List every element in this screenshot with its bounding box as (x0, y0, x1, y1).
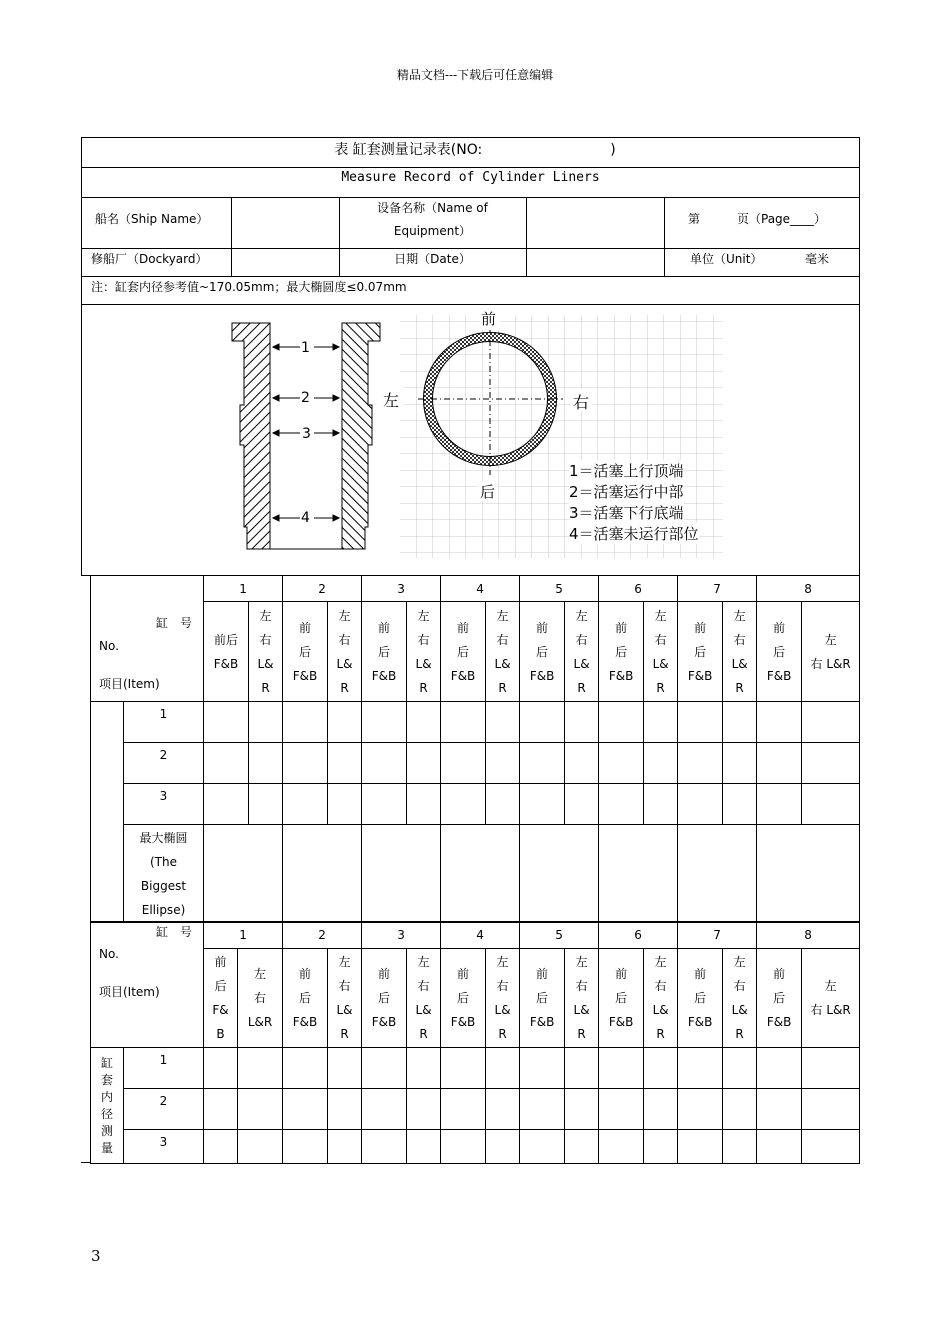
equipment-label-1: 设备名称（Name of (377, 201, 488, 215)
input-cell[interactable] (757, 1048, 802, 1089)
input-cell[interactable] (328, 743, 362, 784)
input-cell[interactable] (362, 702, 407, 743)
table1-row-label-1: 1 (124, 702, 204, 743)
input-cell[interactable] (328, 1048, 362, 1089)
input-cell[interactable] (678, 784, 723, 825)
input-cell[interactable] (520, 1048, 565, 1089)
table1-fb-6: 前 后 F&B (599, 602, 644, 702)
legend-item-1: 1＝活塞上行顶端 (569, 462, 684, 480)
input-cell[interactable] (644, 784, 678, 825)
table1-fb-4: 前 后 F&B (441, 602, 486, 702)
input-cell[interactable] (441, 784, 486, 825)
table2-fb-5: 前 后 F&B (520, 949, 565, 1048)
input-cell[interactable] (283, 702, 328, 743)
form-subtitle: Measure Record of Cylinder Liners (341, 170, 600, 185)
input-cell[interactable] (204, 702, 249, 743)
input-cell[interactable] (283, 743, 328, 784)
ship-name-label: 船名（Ship Name） (95, 212, 209, 226)
input-cell[interactable] (644, 1048, 678, 1089)
input-cell[interactable] (520, 743, 565, 784)
input-cell[interactable] (283, 1048, 328, 1089)
table2-fb-6: 前 后 F&B (599, 949, 644, 1048)
ellipse-cell-1[interactable] (204, 825, 283, 923)
table2-fb-2: 前 后 F&B (283, 949, 328, 1048)
table1-cyl-6: 6 (599, 576, 678, 602)
table2-row-label-1: 1 (124, 1048, 204, 1089)
input-cell[interactable] (441, 1089, 486, 1130)
back-label: 后 (480, 483, 496, 501)
input-cell[interactable] (599, 1048, 644, 1089)
table1-row-label-2: 2 (124, 743, 204, 784)
table2-lr-5: 左 右 L& R (565, 949, 599, 1048)
input-cell[interactable] (520, 1130, 565, 1164)
input-cell[interactable] (441, 1130, 486, 1164)
table1-fb-2: 前 后 F&B (283, 602, 328, 702)
input-cell[interactable] (757, 1130, 802, 1164)
table2-fb-8: 前 后 F&B (757, 949, 802, 1048)
ellipse-cell-2[interactable] (283, 825, 362, 923)
input-cell[interactable] (802, 743, 860, 784)
table1-lr-5: 左 右 L& R (565, 602, 599, 702)
table2-lr-3: 左 右 L& R (407, 949, 441, 1048)
input-cell[interactable] (204, 1089, 238, 1130)
input-cell[interactable] (238, 1130, 283, 1164)
input-cell[interactable] (407, 1130, 441, 1164)
input-cell[interactable] (362, 743, 407, 784)
input-cell[interactable] (757, 784, 802, 825)
table2-fb-7: 前 后 F&B (678, 949, 723, 1048)
table2-cyl-4: 4 (441, 922, 520, 949)
dockyard-label: 修船厂（Dockyard） (91, 252, 208, 266)
input-cell[interactable] (520, 702, 565, 743)
table2-lr-4: 左 右 L& R (486, 949, 520, 1048)
input-cell[interactable] (565, 784, 599, 825)
date-label: 日期（Date） (394, 252, 471, 266)
table2-cyl-3: 3 (362, 922, 441, 949)
input-cell[interactable] (565, 702, 599, 743)
input-cell[interactable] (565, 1089, 599, 1130)
table2-cyl-8: 8 (757, 922, 860, 949)
input-cell[interactable] (723, 743, 757, 784)
input-cell[interactable] (678, 1089, 723, 1130)
input-cell[interactable] (328, 1089, 362, 1130)
input-cell[interactable] (486, 1130, 520, 1164)
input-cell[interactable] (283, 784, 328, 825)
input-cell[interactable] (362, 1048, 407, 1089)
table2-cyl-5: 5 (520, 922, 599, 949)
table2-lr-2: 左 右 L& R (328, 949, 362, 1048)
input-cell[interactable] (520, 784, 565, 825)
input-cell[interactable] (407, 743, 441, 784)
input-cell[interactable] (723, 1048, 757, 1089)
table2-row-label-3: 3 (124, 1130, 204, 1164)
input-cell[interactable] (757, 702, 802, 743)
input-cell[interactable] (802, 784, 860, 825)
page-label-1: 第 (688, 212, 701, 226)
input-cell[interactable] (520, 1089, 565, 1130)
input-cell[interactable] (362, 784, 407, 825)
input-cell[interactable] (441, 702, 486, 743)
measurement-table-2 (90, 921, 860, 1164)
table1-side-cell (91, 702, 124, 923)
legend-item-3: 3＝活塞下行底端 (569, 504, 684, 522)
front-label: 前 (481, 310, 497, 328)
table1-fb-7: 前 后 F&B (678, 602, 723, 702)
input-cell[interactable] (204, 1130, 238, 1164)
legend-item-2: 2＝活塞运行中部 (569, 483, 684, 501)
page-number: 3 (91, 1247, 101, 1265)
input-cell[interactable] (802, 1089, 860, 1130)
input-cell[interactable] (486, 1048, 520, 1089)
table2-header-label: 缸 号 No. 项目(Item) (91, 922, 204, 1048)
input-cell[interactable] (644, 743, 678, 784)
table2-row-label-2: 2 (124, 1089, 204, 1130)
position-label-1: 1 (301, 340, 310, 356)
table1-lr-7: 左 右 L& R (723, 602, 757, 702)
input-cell[interactable] (678, 743, 723, 784)
table1-cyl-4: 4 (441, 576, 520, 602)
table1-fb-1: 前后 F&B (204, 602, 249, 702)
input-cell[interactable] (678, 702, 723, 743)
input-cell[interactable] (802, 1048, 860, 1089)
input-cell[interactable] (441, 1048, 486, 1089)
ellipse-cell-5[interactable] (520, 825, 599, 923)
table1-lr-1: 左 右 L& R (249, 602, 283, 702)
input-cell[interactable] (644, 702, 678, 743)
form-title: 表 缸套测量记录表(NO: ) (334, 142, 616, 158)
input-cell[interactable] (565, 1048, 599, 1089)
input-cell[interactable] (407, 1089, 441, 1130)
table2-fb-3: 前 后 F&B (362, 949, 407, 1048)
input-cell[interactable] (486, 1089, 520, 1130)
table2-fb-1: 前 后 F& B (204, 949, 238, 1048)
position-label-4: 4 (301, 510, 310, 526)
input-cell[interactable] (565, 1130, 599, 1164)
input-cell[interactable] (757, 743, 802, 784)
input-cell[interactable] (599, 743, 644, 784)
input-cell[interactable] (599, 1130, 644, 1164)
table1-cyl-5: 5 (520, 576, 599, 602)
input-cell[interactable] (204, 784, 249, 825)
table2-cyl-6: 6 (599, 922, 678, 949)
ellipse-cell-7[interactable] (678, 825, 757, 923)
input-cell[interactable] (407, 1048, 441, 1089)
equipment-label-2: Equipment） (393, 224, 472, 238)
unit-label: 单位（Unit） (690, 252, 763, 266)
table1-lr-4: 左 右 L& R (486, 602, 520, 702)
input-cell[interactable] (204, 743, 249, 784)
input-cell[interactable] (328, 702, 362, 743)
table2-lr-1: 左 右 L&R (238, 949, 283, 1048)
input-cell[interactable] (362, 1089, 407, 1130)
table1-cyl-8: 8 (757, 576, 860, 602)
input-cell[interactable] (678, 1048, 723, 1089)
table1-cyl-2: 2 (283, 576, 362, 602)
input-cell[interactable] (362, 1130, 407, 1164)
unit-value: 毫米 (805, 252, 830, 266)
table1-cyl-1: 1 (204, 576, 283, 602)
table2-cyl-1: 1 (204, 922, 283, 949)
input-cell[interactable] (238, 1048, 283, 1089)
input-cell[interactable] (486, 702, 520, 743)
input-cell[interactable] (283, 1089, 328, 1130)
table2-side-label: 缸 套 内 径 测 量 (91, 1048, 124, 1164)
table1-row-label-3: 3 (124, 784, 204, 825)
table2-cyl-7: 7 (678, 922, 757, 949)
page-label-2: 页（Page____） (737, 212, 827, 226)
input-cell[interactable] (407, 784, 441, 825)
input-cell[interactable] (204, 1048, 238, 1089)
input-cell[interactable] (723, 784, 757, 825)
table1-lr-2: 左 右 L& R (328, 602, 362, 702)
input-cell[interactable] (249, 743, 283, 784)
input-cell[interactable] (249, 702, 283, 743)
input-cell[interactable] (757, 1089, 802, 1130)
measurement-table-1 (90, 575, 860, 923)
table1-header-label: 缸 号 No. 项目(Item) (91, 576, 204, 702)
input-cell[interactable] (238, 1089, 283, 1130)
input-cell[interactable] (486, 743, 520, 784)
input-cell[interactable] (723, 1130, 757, 1164)
table2-fb-4: 前 后 F&B (441, 949, 486, 1048)
input-cell[interactable] (328, 784, 362, 825)
input-cell[interactable] (328, 1130, 362, 1164)
input-cell[interactable] (283, 1130, 328, 1164)
input-cell[interactable] (644, 1130, 678, 1164)
table1-lr-3: 左 右 L& R (407, 602, 441, 702)
input-cell[interactable] (802, 702, 860, 743)
table1-fb-5: 前 后 F&B (520, 602, 565, 702)
position-label-2: 2 (301, 390, 310, 406)
table1-lr-6: 左 右 L& R (644, 602, 678, 702)
input-cell[interactable] (723, 702, 757, 743)
input-cell[interactable] (486, 784, 520, 825)
table1-fb-8: 前 后 F&B (757, 602, 802, 702)
document-header: 精品文档---下载后可任意编辑 (396, 68, 554, 82)
input-cell[interactable] (407, 702, 441, 743)
ellipse-cell-4[interactable] (441, 825, 520, 923)
input-cell[interactable] (441, 743, 486, 784)
input-cell[interactable] (599, 1089, 644, 1130)
table2-lr-6: 左 右 L& R (644, 949, 678, 1048)
table-baseline-stub (81, 1162, 91, 1163)
input-cell[interactable] (599, 784, 644, 825)
table1-cyl-3: 3 (362, 576, 441, 602)
ellipse-cell-3[interactable] (362, 825, 441, 923)
input-cell[interactable] (678, 1130, 723, 1164)
table2-lr-7: 左 右 L& R (723, 949, 757, 1048)
position-label-3: 3 (302, 426, 311, 442)
left-label: 左 (383, 391, 400, 410)
input-cell[interactable] (565, 743, 599, 784)
table1-cyl-7: 7 (678, 576, 757, 602)
table2-lr-8: 左 右 L&R (802, 949, 860, 1048)
input-cell[interactable] (644, 1089, 678, 1130)
table1-ellipse-label: 最大椭圆 (The Biggest Ellipse) (124, 825, 204, 923)
ellipse-cell-6[interactable] (599, 825, 678, 923)
input-cell[interactable] (723, 1089, 757, 1130)
note: 注：缸套内径参考值~170.05mm；最大椭圆度≤0.07mm (91, 280, 407, 294)
input-cell[interactable] (599, 702, 644, 743)
legend-item-4: 4＝活塞未运行部位 (569, 525, 699, 543)
input-cell[interactable] (802, 1130, 860, 1164)
ellipse-cell-8[interactable] (757, 825, 860, 923)
input-cell[interactable] (249, 784, 283, 825)
table1-lr-8: 左 右 L&R (802, 602, 860, 702)
right-label: 右 (573, 393, 590, 412)
table1-fb-3: 前 后 F&B (362, 602, 407, 702)
table2-cyl-2: 2 (283, 922, 362, 949)
